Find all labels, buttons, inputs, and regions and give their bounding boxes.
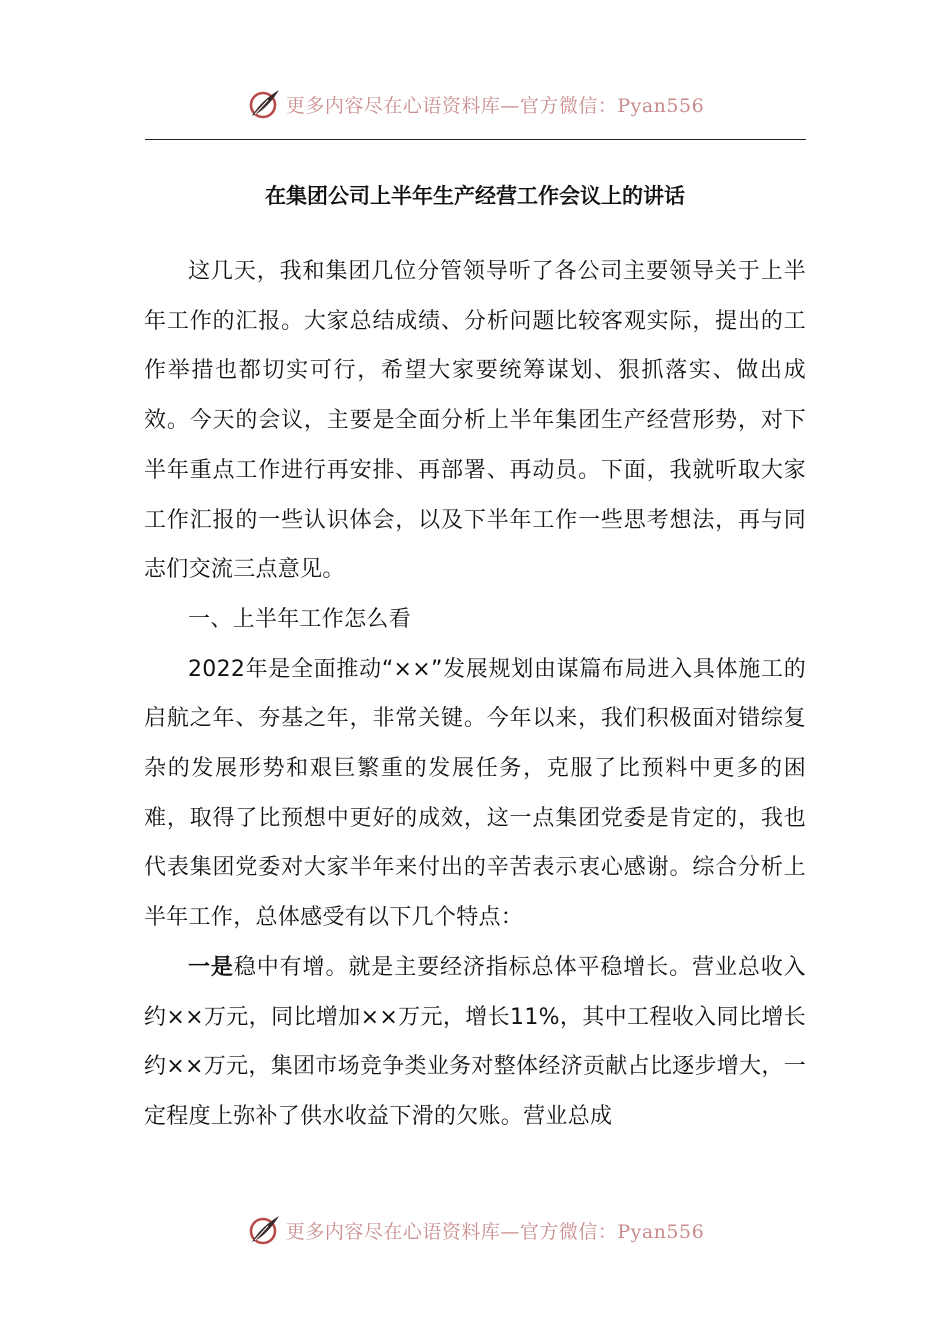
section-heading-1: 一、上半年工作怎么看 bbox=[188, 606, 412, 632]
paragraph-point-1: 一是稳中有增。就是主要经济指标总体平稳增长。营业总收入约××万元，同比增加××万元，增长11%，其中工程收入同比增长约××万元，集团市场竞争类业务对整体经济贡献占比逐步增大，一定程度上弥补了供水收益下滑的欠账。营业总成 bbox=[144, 954, 806, 1129]
paragraph-overview: 2022年是全面推动“××”发展规划由谋篇布局进入具体施工的启航之年、夯基之年，非常关键。今年以来，我们积极面对错综复杂的发展形势和艰巨繁重的发展任务，克服了比预料中更多的困难，取得了比预想中更好的成效，这一点集团党委是肯定的，我也代表集团党委对大家半年来付出的辛苦表示衷心感谢。综合分析上半年工作，总体感受有以下几个特点： bbox=[144, 656, 806, 931]
header-divider bbox=[145, 139, 806, 140]
quill-pen-logo-icon bbox=[246, 86, 282, 122]
quill-pen-logo-icon bbox=[246, 1212, 282, 1248]
watermark-text: 更多内容尽在心语资料库—官方微信：Pyan556 bbox=[285, 94, 705, 117]
point-lead: 一是 bbox=[188, 954, 234, 980]
footer-watermark bbox=[0, 1210, 950, 1250]
header-watermark bbox=[0, 84, 950, 124]
watermark-text: 更多内容尽在心语资料库—官方微信：Pyan556 bbox=[285, 1220, 705, 1243]
document-body bbox=[144, 247, 806, 1142]
paragraph-intro: 这几天，我和集团几位分管领导听了各公司主要领导关于上半年工作的汇报。大家总结成绩、分析问题比较客观实际，提出的工作举措也都切实可行，希望大家要统筹谋划、狠抓落实、做出成效。今天的会议，主要是全面分析上半年集团生产经营形势，对下半年重点工作进行再安排、再部署、再动员。下面，我就听取大家工作汇报的一些认识体会，以及下半年工作一些思考想法，再与同志们交流三点意见。 bbox=[144, 259, 806, 583]
document-title: 在集团公司上半年生产经营工作会议上的讲话 bbox=[265, 184, 685, 208]
